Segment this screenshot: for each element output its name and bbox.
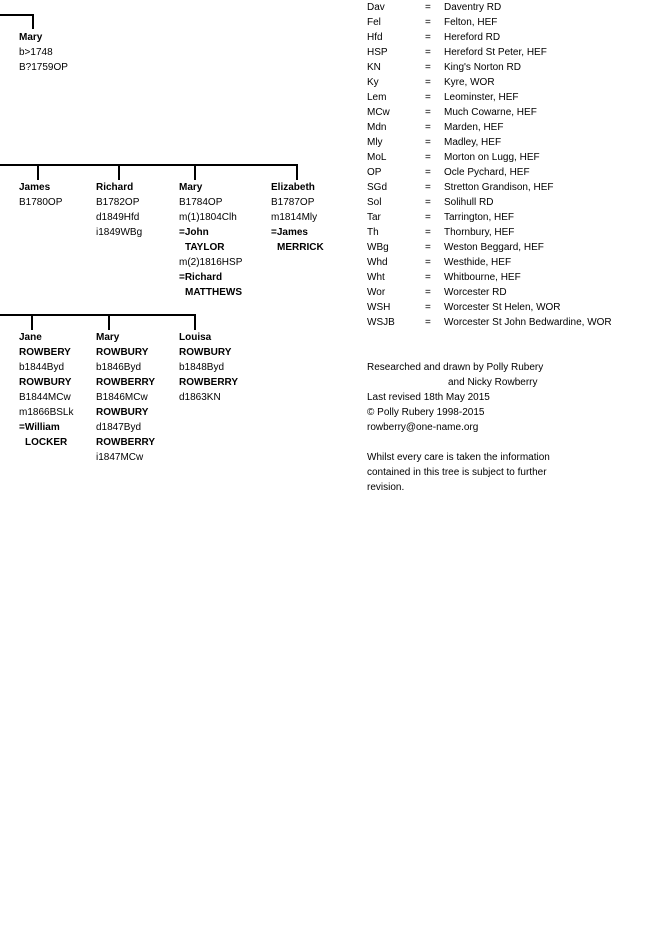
legend-place: Solihull RD (444, 197, 494, 208)
legend-equals: = (425, 212, 431, 223)
legend-place: Worcester St Helen, WOR (444, 302, 561, 313)
legend-abbr: SGd (367, 182, 388, 193)
legend-abbr: Sol (367, 197, 382, 208)
legend-equals: = (425, 77, 431, 88)
legend-abbr: Wor (367, 287, 386, 298)
legend-place: Kyre, WOR (444, 77, 495, 88)
person-detail: B1782OP (96, 197, 140, 208)
legend-place: Much Cowarne, HEF (444, 107, 537, 118)
legend-abbr: Hfd (367, 32, 383, 43)
credit-researched: Researched and drawn by Polly Rubery (367, 362, 544, 373)
person-name: Elizabeth (271, 182, 315, 193)
legend-abbr: Whd (367, 257, 388, 268)
legend-equals: = (425, 17, 431, 28)
person-detail: ROWBERY (19, 347, 71, 358)
person-detail: b>1748 (19, 47, 53, 58)
last-revised: Last revised 18th May 2015 (367, 392, 490, 403)
disclaimer-line: contained in this tree is subject to further (367, 467, 547, 478)
person-detail: =William (19, 422, 60, 433)
legend-place: Marden, HEF (444, 122, 504, 133)
copyright: © Polly Rubery 1998-2015 (367, 407, 485, 418)
connector-drop-jane (31, 314, 33, 330)
legend-abbr: Mly (367, 137, 383, 148)
credit-and: and Nicky Rowberry (448, 377, 538, 388)
person-detail: d1849Hfd (96, 212, 140, 223)
legend-equals: = (425, 197, 431, 208)
person-detail: m(2)1816HSP (179, 257, 243, 268)
legend-equals: = (425, 272, 431, 283)
person-detail: i1847MCw (96, 452, 144, 463)
legend-abbr: Dav (367, 2, 385, 13)
person-detail: =John (179, 227, 209, 238)
person-elizabeth (271, 180, 324, 255)
connector-top-drop (32, 14, 34, 29)
person-detail: b1846Byd (96, 362, 142, 373)
connector-drop-mary (194, 164, 196, 180)
person-name: Richard (96, 182, 134, 193)
legend-equals: = (425, 62, 431, 73)
connector-top-horizontal (0, 14, 34, 16)
legend-abbr: MoL (367, 152, 387, 163)
legend-place: Worcester St John Bedwardine, WOR (444, 317, 612, 328)
person-detail: i1849WBg (96, 227, 143, 238)
person-detail: ROWBERRY (96, 437, 156, 448)
contact-email: rowberry@one-name.org (367, 422, 479, 433)
person-detail: LOCKER (25, 437, 68, 448)
connector-drop-richard (118, 164, 120, 180)
legend-place: Worcester RD (444, 287, 507, 298)
person-name: Jane (19, 332, 42, 343)
legend-equals: = (425, 2, 431, 13)
legend-equals: = (425, 137, 431, 148)
person-richard (96, 180, 142, 240)
legend-abbr: Tar (367, 212, 381, 223)
person-detail: B1787OP (271, 197, 315, 208)
person-detail: ROWBURY (19, 377, 72, 388)
disclaimer-line: Whilst every care is taken the information (367, 452, 550, 463)
legend-place: Leominster, HEF (444, 92, 519, 103)
person-name: Mary (19, 32, 43, 43)
person-detail: MERRICK (277, 242, 324, 253)
legend-equals: = (425, 107, 431, 118)
legend-abbr: WBg (367, 242, 389, 253)
disclaimer-line: revision. (367, 482, 405, 493)
person-detail: ROWBURY (179, 347, 232, 358)
legend-abbr: MCw (367, 107, 390, 118)
person-detail: TAYLOR (185, 242, 225, 253)
connector-children-horizontal (0, 164, 298, 166)
legend-equals: = (425, 167, 431, 178)
connector-drop-elizabeth (296, 164, 298, 180)
credits-notes (367, 360, 550, 495)
legend-abbr: OP (367, 167, 382, 178)
legend-equals: = (425, 242, 431, 253)
person-mary (179, 180, 242, 300)
person-detail: d1847Byd (96, 422, 142, 433)
legend-equals: = (425, 287, 431, 298)
legend-abbr: Lem (367, 92, 387, 103)
person-detail: m(1)1804Clh (179, 212, 237, 223)
person-detail: MATTHEWS (185, 287, 243, 298)
person-detail: =James (271, 227, 308, 238)
legend-abbr: Mdn (367, 122, 387, 133)
connector-drop-mary-grandchild (108, 314, 110, 330)
legend-place: Hereford RD (444, 32, 501, 43)
person-louisa (179, 330, 238, 405)
legend-abbr: Th (367, 227, 379, 238)
legend-equals: = (425, 32, 431, 43)
person-detail: B1780OP (19, 197, 63, 208)
legend-abbr: HSP (367, 47, 388, 58)
legend-place: Whitbourne, HEF (444, 272, 521, 283)
legend-place: Stretton Grandison, HEF (444, 182, 554, 193)
legend-equals: = (425, 152, 431, 163)
person-detail: ROWBURY (96, 407, 149, 418)
person-detail: B1784OP (179, 197, 223, 208)
legend-abbr: Fel (367, 17, 381, 28)
person-mary-top (19, 30, 68, 75)
person-detail: B1846MCw (96, 392, 148, 403)
person-name: Louisa (179, 332, 212, 343)
legend-place: Thornbury, HEF (444, 227, 515, 238)
legend-equals: = (425, 317, 431, 328)
legend-equals: = (425, 92, 431, 103)
legend-abbr: Wht (367, 272, 385, 283)
legend-equals: = (425, 47, 431, 58)
person-detail: m1866BSLk (19, 407, 74, 418)
person-james (19, 180, 62, 210)
legend-place: Morton on Lugg, HEF (444, 152, 540, 163)
legend-equals: = (425, 302, 431, 313)
legend-place: Daventry RD (444, 2, 502, 13)
person-name: Mary (179, 182, 203, 193)
legend-place: Madley, HEF (444, 137, 502, 148)
connector-drop-james (37, 164, 39, 180)
person-jane (19, 330, 73, 450)
legend-equals: = (425, 227, 431, 238)
legend-abbr: WSJB (367, 317, 395, 328)
person-detail: B1844MCw (19, 392, 71, 403)
person-name: James (19, 182, 51, 193)
legend-place: Ocle Pychard, HEF (444, 167, 530, 178)
legend-equals: = (425, 257, 431, 268)
legend-place: Felton, HEF (444, 17, 498, 28)
connector-grandchildren-horizontal (0, 314, 196, 316)
legend-place: Westhide, HEF (444, 257, 512, 268)
legend-abbr: KN (367, 62, 381, 73)
legend-abbr: WSH (367, 302, 391, 313)
legend-place: Tarrington, HEF (444, 212, 515, 223)
legend-abbr: Ky (367, 77, 379, 88)
person-detail: ROWBERRY (179, 377, 239, 388)
person-detail: B?1759OP (19, 62, 68, 73)
legend-place: Weston Beggard, HEF (444, 242, 544, 253)
person-detail: ROWBURY (96, 347, 149, 358)
person-detail: m1814Mly (271, 212, 318, 223)
person-detail: b1848Byd (179, 362, 225, 373)
legend-place: King's Norton RD (444, 62, 521, 73)
person-detail: d1863KN (179, 392, 221, 403)
connector-drop-louisa (194, 314, 196, 330)
person-detail: b1844Byd (19, 362, 65, 373)
person-detail: ROWBERRY (96, 377, 156, 388)
person-name: Mary (96, 332, 120, 343)
person-detail: =Richard (179, 272, 223, 283)
legend-equals: = (425, 182, 431, 193)
legend-place: Hereford St Peter, HEF (444, 47, 547, 58)
legend-equals: = (425, 122, 431, 133)
person-mary-grandchild (96, 330, 155, 465)
